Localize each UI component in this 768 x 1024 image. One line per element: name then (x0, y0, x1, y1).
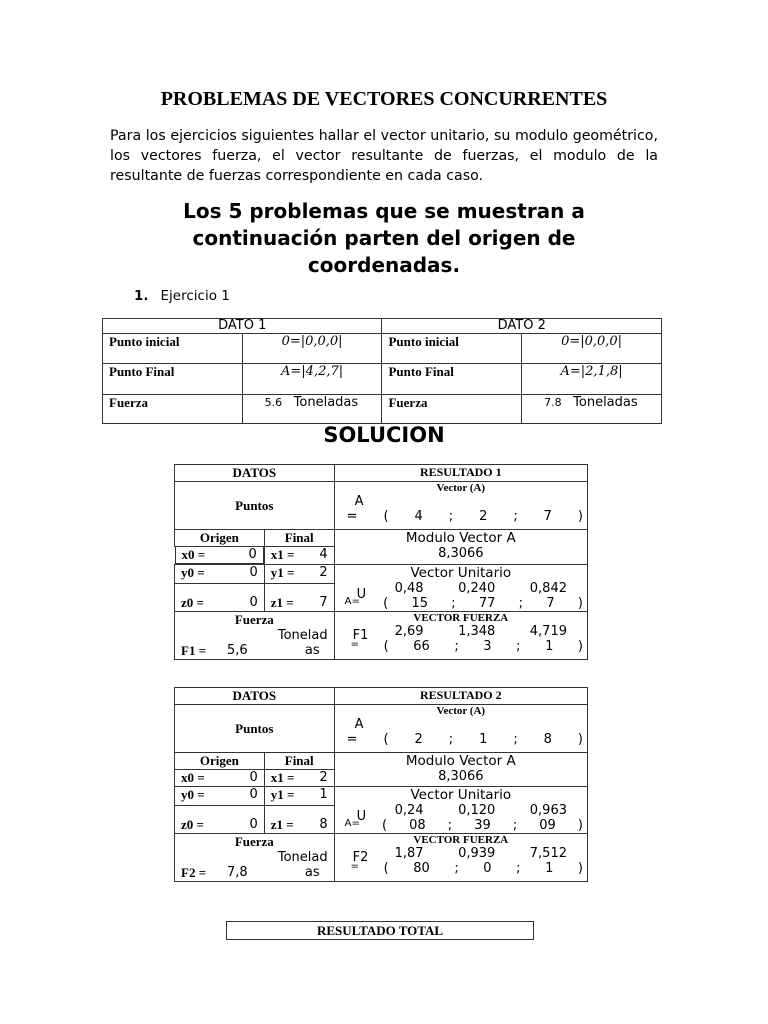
vf-eq: = (350, 639, 360, 650)
u-eq: A= (344, 818, 360, 829)
vf-eq: = (350, 861, 360, 872)
x1-cell (264, 770, 334, 787)
u-bot-y: 39 (474, 818, 491, 833)
z0-label: z0 = (181, 595, 204, 610)
u-bot-x: 15 (411, 596, 428, 611)
modulo-value: 8,3066 (438, 546, 484, 561)
modulo-value: 8,3066 (438, 769, 484, 784)
u-top-row (335, 803, 587, 818)
final-label: Final (264, 753, 334, 770)
y1-label: y1 = (270, 565, 295, 580)
exercise-label: Ejercicio 1 (160, 288, 230, 304)
vf-symbol: F1 (352, 628, 369, 643)
fuerza-number-1: 5.6 (264, 396, 283, 409)
y0-value: 0 (249, 787, 258, 802)
x1-value: 4 (319, 547, 328, 562)
vf-top-z: 7,512 (529, 846, 567, 861)
resultado-header: RESULTADO 1 (334, 465, 587, 482)
page-title: PROBLEMAS DE VECTORES CONCURRENTES (160, 88, 608, 110)
unitario-cell (334, 565, 587, 612)
x0-value: 0 (249, 770, 258, 785)
a-z: 8 (543, 732, 552, 747)
punto-inicial-label-2: Punto inicial (382, 334, 522, 364)
a-y: 1 (479, 732, 488, 747)
fuerza-label: Fuerza (234, 612, 274, 627)
vf-top-x: 1,87 (394, 846, 424, 861)
fuerza-cell (175, 834, 335, 882)
u-top-z: 0,963 (529, 803, 567, 818)
solucion-heading: SOLUCION (323, 423, 445, 447)
f-label: F1 = (181, 643, 207, 658)
vf-bot-z: 1 (545, 639, 554, 654)
u-bot-y: 77 (478, 596, 496, 611)
x0-value: 0 (248, 547, 257, 562)
resultado-total-box: RESULTADO TOTAL (226, 921, 534, 940)
unitario-cell (334, 787, 587, 834)
z1-cell (264, 584, 334, 612)
u-top-y: 0,240 (458, 581, 496, 596)
u-bot-x: 08 (409, 818, 426, 833)
fuerza-unit-bottom: as (304, 865, 320, 880)
a-x: 4 (414, 509, 423, 524)
y1-label: y1 = (270, 787, 295, 802)
vf-top-y: 1,348 (458, 624, 496, 639)
fuerza-value-1 (242, 395, 382, 424)
vf-bot-z: 1 (545, 861, 554, 876)
y1-value: 2 (319, 565, 328, 580)
vf-bot-y: 3 (483, 639, 492, 654)
a-vector-row: = ( 4 ; 2 ; 7 ) (346, 509, 583, 524)
y0-label: y0 = (181, 565, 205, 580)
z0-cell (175, 806, 265, 834)
exercise-heading (134, 288, 230, 304)
fuerza-unit-top: Tonelad (277, 850, 328, 865)
punto-final-value-1: A=|4,2,7| (242, 364, 382, 395)
a-x: 2 (414, 732, 423, 747)
exercise-number: 1. (134, 288, 149, 304)
z1-value: 7 (319, 595, 328, 610)
vector-a-label: Vector (A) (436, 482, 486, 494)
x0-cell (175, 547, 264, 564)
a-vector-row: = ( 2 ; 1 ; 8 ) (346, 732, 583, 747)
y1-cell (264, 787, 334, 806)
vf-top-row (335, 846, 587, 861)
fuerza-unit-2: Toneladas (573, 395, 638, 410)
z1-value: 8 (319, 817, 328, 832)
fuerza-unit-bottom: as (304, 643, 320, 658)
x1-value: 2 (319, 770, 328, 785)
headline: Los 5 problemas que se muestran a continuación parten del origen de coordenadas. (183, 199, 585, 277)
x1-label: x1 = (270, 770, 295, 785)
fuerza-unit-1: Toneladas (293, 395, 359, 410)
u-bot-z: 7 (546, 596, 555, 611)
y1-cell (264, 565, 334, 584)
z0-value: 0 (249, 817, 258, 832)
result-table-2 (174, 687, 588, 882)
u-eq: A= (344, 596, 360, 607)
fuerza-cell (175, 612, 335, 660)
dato1-header: DATO 1 (103, 319, 382, 334)
y0-cell (175, 565, 265, 584)
y0-value: 0 (249, 565, 258, 580)
vector-fuerza-cell (334, 612, 587, 660)
u-top-y: 0,120 (458, 803, 496, 818)
fuerza-label-2: Fuerza (382, 395, 522, 424)
u-bot-row: A= ( 08 ; 39 ; 09 ) (344, 818, 583, 833)
u-symbol: U (356, 809, 367, 824)
u-symbol: U (356, 587, 367, 602)
resultado-header: RESULTADO 2 (334, 688, 587, 705)
punto-final-label-2: Punto Final (382, 364, 522, 395)
u-top-x: 0,48 (394, 581, 424, 596)
f-value: 5,6 (227, 643, 248, 658)
punto-final-value-2: A=|2,1,8| (522, 364, 662, 395)
modulo-label: Modulo Vector A (405, 753, 516, 769)
z0-label: z0 = (181, 817, 204, 832)
vector-a-cell (334, 482, 587, 530)
y1-value: 1 (319, 787, 328, 802)
datos-header: DATOS (175, 465, 335, 482)
punto-inicial-value-2: 0=|0,0,0| (522, 334, 662, 364)
puntos-label: Puntos (175, 705, 335, 753)
unitario-label: Vector Unitario (410, 565, 512, 581)
x0-cell (175, 770, 265, 787)
f-label: F2 = (181, 865, 207, 880)
punto-inicial-label: Punto inicial (103, 334, 243, 364)
vf-symbol: F2 (352, 850, 369, 865)
z0-cell (175, 584, 265, 612)
origen-label: Origen (175, 753, 265, 770)
final-label: Final (264, 530, 334, 547)
z1-label: z1 = (270, 595, 294, 610)
u-top-x: 0,24 (394, 803, 424, 818)
result-table-1 (174, 464, 588, 660)
a-equals: = (346, 732, 358, 747)
vector-a-label: Vector (A) (436, 705, 486, 717)
u-top-z: 0,842 (529, 581, 567, 596)
z1-label: z1 = (270, 817, 294, 832)
vf-top-row (335, 624, 587, 639)
x1-cell (264, 547, 334, 565)
z1-cell (264, 806, 334, 834)
f-value: 7,8 (227, 865, 248, 880)
modulo-cell (334, 530, 587, 565)
modulo-label: Modulo Vector A (405, 530, 516, 546)
fuerza-value-2 (522, 395, 662, 424)
x1-label: x1 = (270, 547, 295, 562)
dato2-header: DATO 2 (382, 319, 662, 334)
vf-bot-x: 80 (413, 861, 430, 876)
a-symbol: A (354, 494, 364, 509)
a-equals: = (346, 509, 358, 524)
x0-label: x0 = (181, 547, 206, 562)
vector-a-cell (334, 705, 587, 753)
punto-final-label: Punto Final (103, 364, 243, 395)
vf-bot-row: = ( 80 ; 0 ; 1 ) (350, 861, 583, 876)
dato-table (102, 318, 662, 424)
vf-label: VECTOR FUERZA (413, 612, 509, 624)
u-top-row (335, 581, 587, 596)
fuerza-number-2: 7.8 (544, 396, 562, 409)
a-symbol: A (354, 717, 364, 732)
vf-top-z: 4,719 (529, 624, 567, 639)
y0-cell (175, 787, 265, 806)
a-y: 2 (479, 509, 488, 524)
unitario-label: Vector Unitario (410, 787, 512, 803)
vector-fuerza-cell (334, 834, 587, 882)
u-bot-row: A= ( 15 ; 77 ; 7 ) (344, 596, 583, 611)
z0-value: 0 (249, 595, 258, 610)
origen-label: Origen (175, 530, 265, 547)
u-bot-z: 09 (539, 818, 556, 833)
fuerza-unit-top: Tonelad (277, 628, 328, 643)
vf-top-y: 0,939 (458, 846, 496, 861)
vf-bot-y: 0 (483, 861, 492, 876)
intro-paragraph: Para los ejercicios siguientes hallar el vector unitario, su modulo geométrico, los vectores fuerza, el vector resultante de fuerzas, el modulo de la resultante de fuerzas correspondiente en cada caso. (110, 128, 658, 184)
puntos-label: Puntos (175, 482, 335, 530)
datos-header: DATOS (175, 688, 335, 705)
a-z: 7 (543, 509, 552, 524)
vf-top-x: 2,69 (394, 624, 424, 639)
x0-label: x0 = (181, 770, 205, 785)
vf-label: VECTOR FUERZA (413, 834, 509, 846)
vf-bot-x: 66 (413, 639, 430, 654)
fuerza-label: Fuerza (103, 395, 243, 424)
punto-inicial-value-1: 0=|0,0,0| (242, 334, 382, 364)
fuerza-label: Fuerza (234, 834, 274, 849)
modulo-cell (334, 753, 587, 787)
y0-label: y0 = (181, 787, 205, 802)
vf-bot-row: = ( 66 ; 3 ; 1 ) (350, 639, 583, 654)
